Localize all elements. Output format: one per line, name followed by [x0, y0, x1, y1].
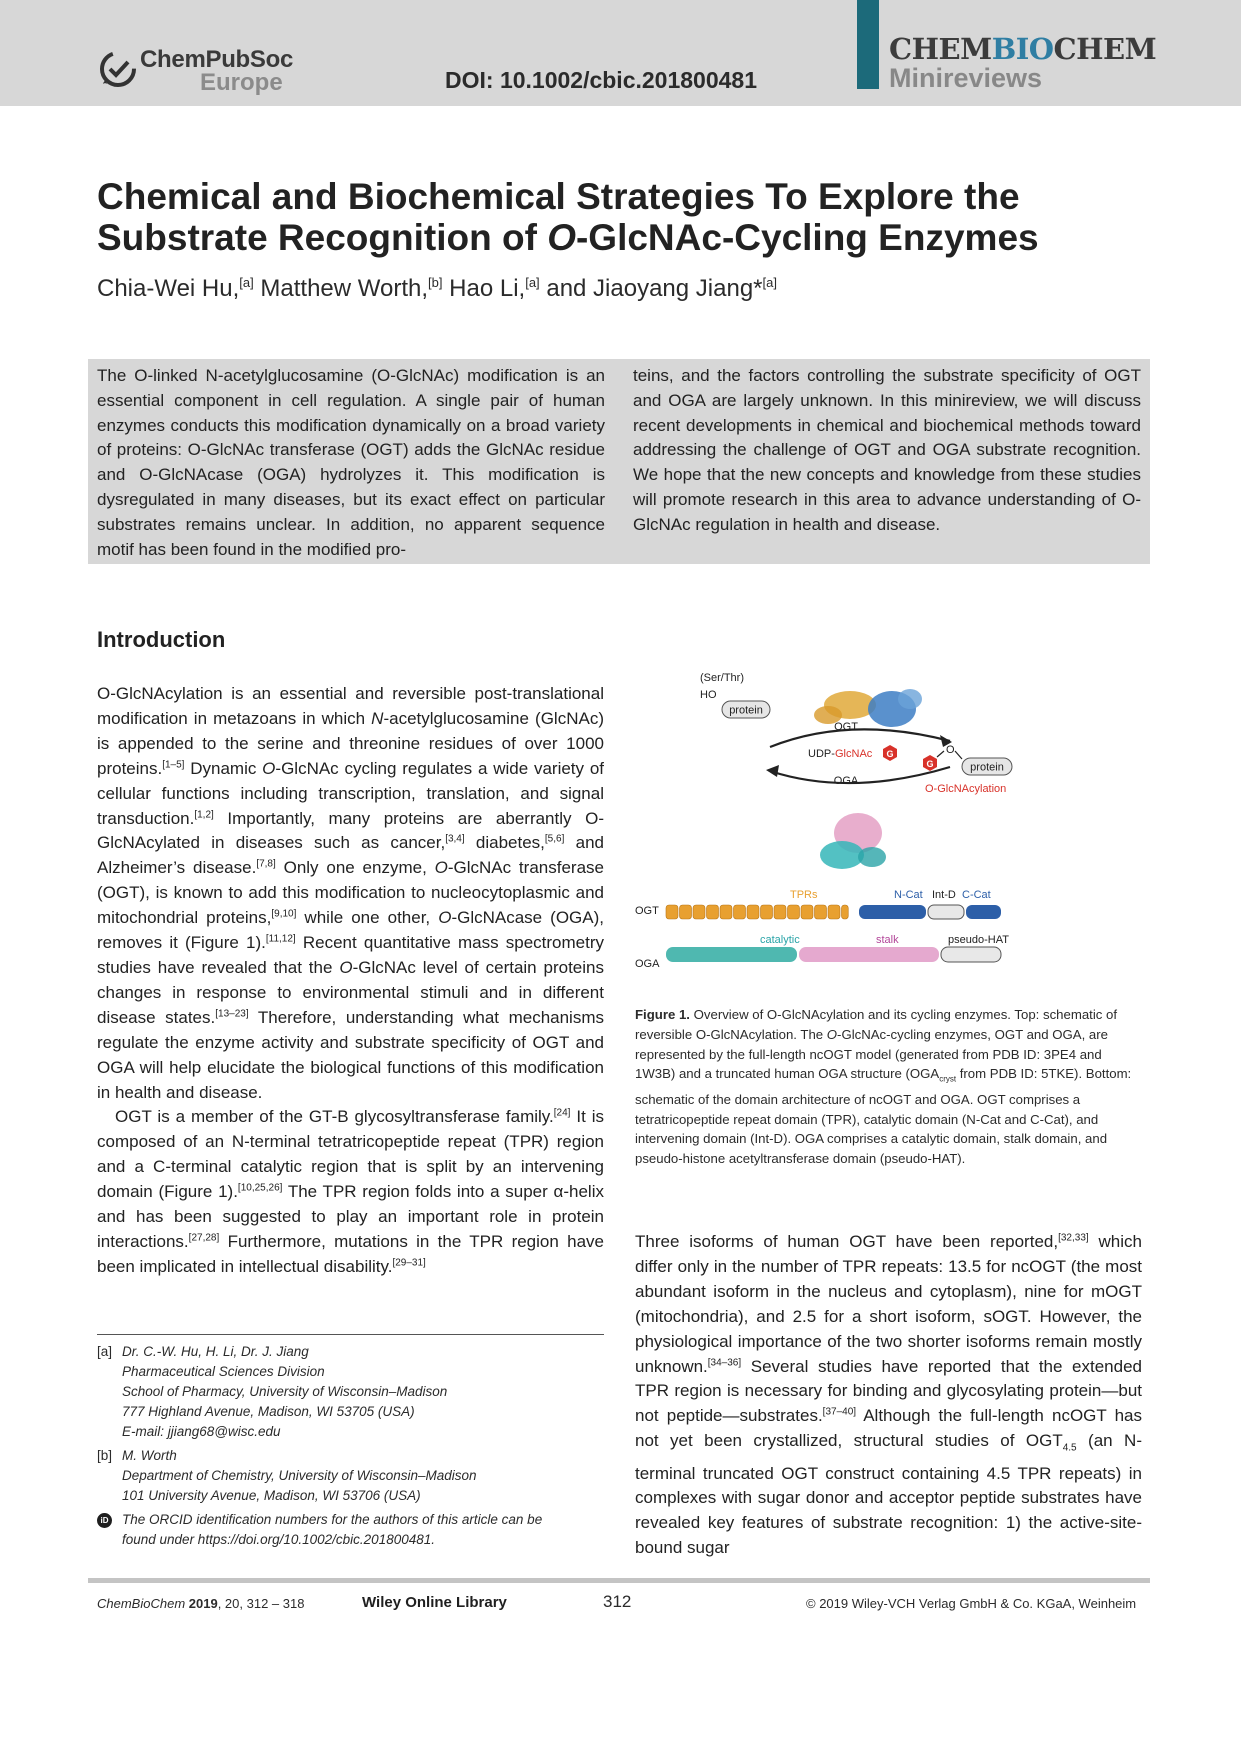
ccat-domain: [966, 905, 1001, 919]
tpr-repeat: [761, 905, 773, 919]
footnote-tag: [a]: [97, 1344, 113, 1359]
oga-stalk-domain: [799, 947, 939, 962]
oga-arrow-label: OGA: [833, 775, 859, 787]
doi-link[interactable]: DOI: 10.1002/cbic.201800481: [445, 67, 758, 93]
intd-label: Int-D: [932, 889, 956, 901]
protein-left-label: protein: [729, 704, 763, 717]
caption-italic: O: [826, 1026, 838, 1042]
paragraph-2: [97, 1105, 604, 1279]
journal-name: [889, 32, 1156, 66]
oga-catalytic-domain: [666, 947, 797, 962]
forward-arrow: [770, 729, 950, 747]
text: Furthermore, mutations in the TPR region have been implicated in intellectual disability.: [97, 1231, 604, 1276]
citation[interactable]: [24]: [553, 1107, 571, 1119]
footnote-line: 777 Highland Avenue, Madison, WI 53705 (USA): [122, 1404, 415, 1419]
bond-line: [937, 751, 944, 757]
ncat-domain: [859, 905, 926, 919]
caption-subscript: cryst: [939, 1075, 957, 1085]
citation[interactable]: [27,28]: [188, 1232, 220, 1244]
caption-text: -GlcNAc-cycling enzymes, OGT and OGA, are represented by the full-length ncOGT model (generated from PDB ID: 3PE4 and 1W3B) and a truncated human OGA structure (OGA: [635, 1026, 1108, 1082]
text: It is composed of an N-terminal tetratricopeptide repeat (TPR) region and a C-terminal catalytic region that is split by an intervening domain (Figure 1).: [97, 1107, 604, 1202]
footer-year: 2019: [188, 1596, 218, 1611]
footnote-line: M. Worth: [122, 1448, 177, 1463]
title-part: Substrate Recognition of: [97, 217, 548, 258]
tpr-repeat: [815, 905, 827, 919]
orcid-link[interactable]: found under https://doi.org/10.1002/cbic.201800481.: [122, 1532, 435, 1547]
glcnac-badge-left: G: [886, 749, 894, 759]
text: -GlcNAc cycling regulates a wide variety of cellular functions including transcription, translation, and signal transduction.: [97, 758, 604, 828]
publisher-region: Europe: [200, 69, 283, 96]
title-line-1: Chemical and Biochemical Strategies To Explore the: [97, 176, 1020, 217]
udp-label: UDP-: [808, 748, 835, 760]
footnote-b: [97, 1446, 604, 1506]
citation[interactable]: [5,6]: [544, 833, 565, 845]
intd-domain: [928, 905, 964, 919]
journal-name-c: CHEM: [1053, 32, 1157, 66]
text: -GlcNAc transferase (OGT), is known to add this modification to nucleocytoplasmic and mitochondrial proteins,: [97, 858, 604, 928]
text-italic: O: [438, 908, 452, 928]
ser-thr-label: (Ser/Thr): [700, 672, 744, 684]
footnote-line: Department of Chemistry, University of Wisconsin–Madison: [122, 1468, 477, 1483]
ogt-structure-icon: [814, 689, 922, 727]
body-column-right: [635, 1230, 1142, 1561]
article-title: [97, 176, 1157, 258]
ho-label: HO: [700, 689, 717, 701]
tpr-repeat: [801, 905, 813, 919]
title-part: -GlcNAc-Cycling Enzymes: [575, 217, 1039, 258]
author-name: Hao Li,: [442, 275, 526, 302]
journal-name-a: CHEM: [889, 32, 992, 66]
text-italic: O: [262, 758, 276, 778]
text: Three isoforms of human OGT have been reported,: [635, 1232, 1059, 1251]
author-name: and Jiaoyang Jiang*: [539, 275, 763, 302]
ogt-row-label: OGT: [635, 905, 659, 917]
page-number: 312: [603, 1592, 632, 1611]
wiley-online-library-link[interactable]: Wiley Online Library: [362, 1594, 507, 1611]
ncat-label: N-Cat: [894, 889, 923, 901]
citation[interactable]: [1–5]: [162, 759, 185, 771]
glcnac-badge-right: G: [926, 759, 934, 769]
subscript: 4.5: [1062, 1442, 1077, 1454]
figure-caption: [635, 1005, 1142, 1169]
text: which differ only in the number of TPR repeats: 13.5 for ncOGT (the most abundant isoform in the nucleus and cytoplasm), nine for mOGT (mitochondria), and 2.5 for a short isoform, sOGT. However, the physiological importance of the two shorter isoforms remain mostly unknown.: [635, 1232, 1142, 1376]
text: O-GlcNAcylation is an essential and reversible post-translational modification in metazoans in which: [97, 684, 604, 728]
text: Recent quantitative mass spectrometry studies have revealed that the: [97, 933, 604, 977]
text: while one other,: [296, 908, 439, 928]
orcid-icon: iD: [97, 1513, 112, 1528]
text-italic: O: [434, 858, 448, 878]
citation[interactable]: [37–40]: [822, 1406, 857, 1418]
citation[interactable]: [10,25,26]: [237, 1182, 283, 1194]
tpr-repeat: [774, 905, 786, 919]
citation[interactable]: [29–31]: [392, 1257, 426, 1269]
tpr-repeat: [788, 905, 800, 919]
footnote-line: Pharmaceutical Sciences Division: [122, 1364, 325, 1379]
oxygen-label: O: [946, 744, 955, 756]
glcnac-label: GlcNAc: [835, 748, 873, 760]
text: (an N-terminal truncated OGT construct containing 4.5 TPR repeats) in complexes with sugar donor and acceptor peptide substrates have revealed key features of substrate recognition: 1) the active-site-bound sugar: [635, 1431, 1142, 1558]
author-affiliation: [a]: [525, 275, 540, 290]
title-line-2: [97, 217, 1157, 258]
footnote-line: Dr. C.-W. Hu, H. Li, Dr. J. Jiang: [122, 1344, 309, 1359]
text: Several studies have reported that the extended TPR region is necessary for binding and glycosylating protein—but not peptide—substrates.: [635, 1356, 1142, 1426]
author-affiliation: [b]: [428, 275, 443, 290]
tpr-repeat: [842, 905, 849, 919]
oga-pseudo-hat-domain: [941, 947, 1001, 962]
catalytic-label: catalytic: [760, 934, 800, 946]
footnotes: [97, 1342, 604, 1550]
publisher-name: ChemPubSoc: [140, 46, 294, 73]
tpr-repeat: [734, 905, 746, 919]
citation[interactable]: [1,2]: [194, 808, 214, 820]
body-column-left: [97, 682, 604, 1280]
text: Importantly, many proteins are aberrantly O-GlcNAcylated in diseases such as cancer,: [97, 808, 604, 853]
citation[interactable]: [3,4]: [445, 833, 465, 845]
section-label: Minireviews: [889, 63, 1043, 93]
reverse-arrowhead: [766, 765, 779, 777]
product-label: O-GlcNAcylation: [925, 783, 1007, 795]
chempubsoc-logo-icon: [97, 48, 139, 90]
tpr-repeat: [680, 905, 692, 919]
citation[interactable]: [11,12]: [265, 933, 296, 945]
author-list: [97, 275, 777, 303]
footnote-line: School of Pharmacy, University of Wisconsin–Madison: [122, 1384, 448, 1399]
paragraph-3: [635, 1230, 1142, 1561]
citation[interactable]: [7,8]: [256, 858, 276, 870]
tpr-repeat: [828, 905, 840, 919]
tpr-repeat: [720, 905, 732, 919]
citation[interactable]: [34–36]: [707, 1356, 742, 1368]
author-affiliation: [a]: [239, 275, 254, 290]
journal-name-b: BIO: [991, 32, 1054, 66]
text: -GlcNAcase (OGA), removes it (Figure 1).: [97, 908, 604, 953]
tpr-repeat: [707, 905, 719, 919]
bond-line: [955, 751, 962, 759]
text-italic: O: [339, 957, 353, 977]
footnote-divider: [97, 1334, 604, 1335]
text: Therefore, understanding what mechanisms regulate the enzyme activity and substrate specificity of OGT and OGA will help elucidate the biological functions of this modification in health and disease.: [97, 1007, 604, 1102]
footer-citation: [97, 1596, 304, 1611]
abstract-left-column: The O-linked N-acetylglucosamine (O-GlcNAc) modification is an essential component in cell regulation. A single pair of human enzymes conducts this modification dynamically on a broad variety of proteins: O-GlcNAc transferase (OGT) adds the GlcNAc residue and O-GlcNAcase (OGA) hydrolyzes it. This modification is dysregulated in many diseases, but its exact effect on particular substrates remains unclear. In addition, no apparent sequence motif has been found in the modified pro-: [97, 366, 605, 559]
author-affiliation: [a]: [762, 275, 777, 290]
figure-1: [635, 672, 1080, 970]
copyright: © 2019 Wiley-VCH Verlag GmbH & Co. KGaA, Weinheim: [806, 1596, 1137, 1611]
pseudo-hat-label: pseudo-HAT: [948, 934, 1009, 946]
author-name: Chia-Wei Hu,: [97, 275, 240, 302]
footer-journal: ChemBioChem: [97, 1596, 186, 1611]
header-accent-bar: [857, 0, 879, 89]
tprs-label: TPRs: [790, 889, 818, 901]
protein-right-label: protein: [970, 761, 1004, 774]
stalk-label: stalk: [876, 934, 899, 946]
text: OGT is a member of the GT-B glycosyltransferase family.: [115, 1107, 554, 1127]
footnote-line: The ORCID identification numbers for the authors of this article can be: [122, 1512, 543, 1527]
ogt-arrow-label: OGT: [834, 721, 858, 733]
caption-text: from PDB ID: 5TKE). Bottom: schematic of the domain architecture of ncOGT and OGA. OGT comprises a tetratricopeptide repeat domain (TPR), catalytic domain (N-Cat and C-Cat), and intervening domain (Int-D). OGA comprises a catalytic domain, stalk domain, and pseudo-histone acetyltransferase domain (pseudo-HAT).: [635, 1066, 1132, 1167]
tpr-repeat: [666, 905, 678, 919]
paragraph-1: [97, 682, 604, 1105]
ccat-label: C-Cat: [962, 889, 991, 901]
oga-structure-icon: [820, 813, 886, 869]
text: Dynamic: [184, 758, 263, 778]
text: diabetes,: [464, 833, 545, 853]
text: Although the full-length ncOGT has not yet been crystallized, structural studies of OGT: [635, 1406, 1142, 1451]
author-name: Matthew Worth,: [253, 275, 429, 302]
text: Only one enzyme,: [275, 858, 435, 878]
abstract-box: [88, 359, 1150, 564]
reverse-arrow: [770, 767, 950, 783]
footnote-line: 101 University Avenue, Madison, WI 53706 (USA): [122, 1488, 421, 1503]
caption-label: Figure 1.: [635, 1007, 690, 1022]
citation[interactable]: [32,33]: [1058, 1232, 1089, 1244]
footnote-email[interactable]: E-mail: jjiang68@wisc.edu: [122, 1424, 281, 1439]
footer-rule: [88, 1578, 1150, 1583]
text-italic: N: [371, 708, 384, 728]
footnote-orcid: [97, 1510, 604, 1550]
text: -acetylglucosamine (GlcNAc) is appended to the serine and threonine residues of over 1000 proteins.: [97, 708, 604, 778]
oga-row-label: OGA: [635, 958, 660, 970]
footer-volume: , 20, 312 – 318: [217, 1596, 305, 1611]
text: -GlcNAc level of certain proteins changes in response to environmental stimuli and in different disease states.: [97, 957, 604, 1027]
footnote-tag: [b]: [97, 1448, 113, 1463]
tpr-repeat: [693, 905, 705, 919]
tpr-repeats: [666, 905, 848, 919]
abstract-right-column: teins, and the factors controlling the substrate specificity of OGT and OGA are largely unknown. In this minireview, we will discuss recent developments in chemical and biochemical methods toward addressing the challenge of OGT and OGA substrate recognition. We hope that the new concepts and knowledge from these studies will promote research in this area to advance understanding of O-GlcNAc regulation in health and disease.: [633, 366, 1141, 534]
citation[interactable]: [9,10]: [271, 908, 297, 920]
text: The TPR region folds into a super α-helix and has been suggested to play an important role in protein interactions.: [97, 1182, 604, 1251]
citation[interactable]: [13–23]: [215, 1008, 249, 1020]
section-heading-introduction: Introduction: [97, 627, 226, 652]
tpr-repeat: [747, 905, 759, 919]
text: and Alzheimer’s disease.: [97, 833, 604, 878]
footnote-a: [97, 1342, 604, 1442]
title-italic: O: [547, 217, 576, 258]
caption-text: Overview of O-GlcNAcylation and its cycling enzymes. Top: schematic of reversible O-GlcNAcylation. The: [635, 1007, 1118, 1042]
